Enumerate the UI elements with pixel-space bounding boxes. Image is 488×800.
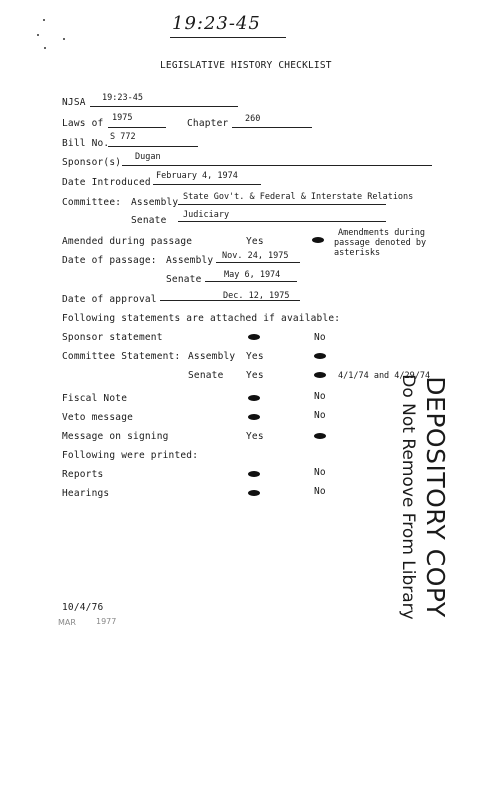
approval-value: Dec. 12, 1975 [223, 291, 290, 301]
committee-statement-label: Committee Statement: [62, 351, 181, 362]
message-signing-label: Message on signing [62, 431, 169, 442]
passage-assembly-value: Nov. 24, 1975 [222, 251, 289, 261]
passage-senate-label: Senate [166, 274, 202, 285]
committee-senate-value: Judiciary [183, 210, 230, 220]
redaction-mark [314, 433, 326, 439]
hearings-no: No [314, 486, 326, 497]
stamp-line-1: DEPOSITORY COPY [421, 376, 450, 618]
redaction-mark [248, 490, 260, 496]
depository-stamp [386, 374, 460, 620]
committee-assembly-label: Assembly [131, 197, 179, 208]
laws-line [108, 127, 166, 128]
committee-statement-senate-note: 4/1/74 and 4/29/74 [338, 371, 431, 381]
bill-value: S 772 [110, 132, 136, 142]
laws-label: Laws of [62, 118, 104, 129]
sponsor-label: Sponsor(s) [62, 157, 122, 168]
message-signing-yes: Yes [246, 431, 264, 442]
chapter-line [232, 127, 312, 128]
chapter-label: Chapter [187, 118, 229, 129]
committee-senate-label: Senate [131, 215, 167, 226]
redaction-mark [314, 372, 326, 378]
redaction-mark [248, 395, 260, 401]
passage-assembly-label: Assembly [166, 255, 214, 266]
date-introduced-value: February 4, 1974 [156, 171, 238, 181]
njsa-line [90, 106, 238, 107]
printed-heading: Following were printed: [62, 450, 199, 461]
attached-heading: Following statements are attached if available: [62, 313, 341, 324]
committee-assembly-line [178, 204, 386, 205]
redaction-mark [314, 353, 326, 359]
reports-no: No [314, 467, 326, 478]
fiscal-note-label: Fiscal Note [62, 393, 128, 404]
stamp-line-2: Do Not Remove From Library [398, 374, 418, 620]
faint-month: MAR [58, 618, 76, 627]
bill-line [108, 146, 198, 147]
njsa-value: 19:23-45 [102, 93, 143, 103]
redaction-mark [248, 414, 260, 420]
approval-label: Date of approval [62, 294, 157, 305]
redaction-mark [248, 334, 260, 340]
sponsor-statement-no: No [314, 332, 326, 343]
amended-label: Amended during passage [62, 236, 193, 247]
committee-statement-assembly-yes: Yes [246, 351, 264, 362]
amended-note-2: passage denoted by [334, 238, 427, 248]
veto-message-label: Veto message [62, 412, 134, 423]
approval-line [160, 300, 300, 301]
laws-value: 1975 [112, 113, 133, 123]
date-introduced-line [153, 184, 261, 185]
handwritten-number: 19:23-45 [172, 13, 261, 34]
amended-yes: Yes [246, 236, 264, 247]
passage-assembly-line [216, 262, 300, 263]
stray-mark [37, 34, 39, 36]
njsa-label: NJSA [62, 97, 86, 108]
date-introduced-label: Date Introduced [62, 177, 151, 188]
committee-statement-senate-yes: Yes [246, 370, 264, 381]
stray-mark [63, 38, 65, 40]
stray-mark [44, 47, 46, 49]
amended-note-1: Amendments during [338, 228, 425, 238]
footer-date: 10/4/76 [62, 602, 104, 613]
bill-label: Bill No. [62, 138, 110, 149]
handwritten-underline [170, 37, 286, 38]
sponsor-value: Dugan [135, 152, 161, 162]
stray-mark [43, 19, 45, 21]
amended-note-3: asterisks [334, 248, 381, 258]
chapter-value: 260 [245, 114, 261, 124]
committee-assembly-value: State Gov't. & Federal & Interstate Relations [183, 192, 414, 202]
veto-message-no: No [314, 410, 326, 421]
passage-label: Date of passage: [62, 255, 157, 266]
faint-year: 1977 [96, 617, 117, 626]
fiscal-note-no: No [314, 391, 326, 402]
committee-label: Committee: [62, 197, 122, 208]
redaction-mark [312, 237, 324, 243]
redaction-mark [248, 471, 260, 477]
committee-senate-line [178, 221, 386, 222]
committee-statement-senate-label: Senate [188, 370, 224, 381]
passage-senate-value: May 6, 1974 [224, 270, 281, 280]
passage-senate-line [205, 281, 297, 282]
committee-statement-assembly-label: Assembly [188, 351, 236, 362]
page-title: LEGISLATIVE HISTORY CHECKLIST [160, 60, 332, 71]
sponsor-line [122, 165, 432, 166]
reports-label: Reports [62, 469, 104, 480]
hearings-label: Hearings [62, 488, 110, 499]
sponsor-statement-label: Sponsor statement [62, 332, 163, 343]
